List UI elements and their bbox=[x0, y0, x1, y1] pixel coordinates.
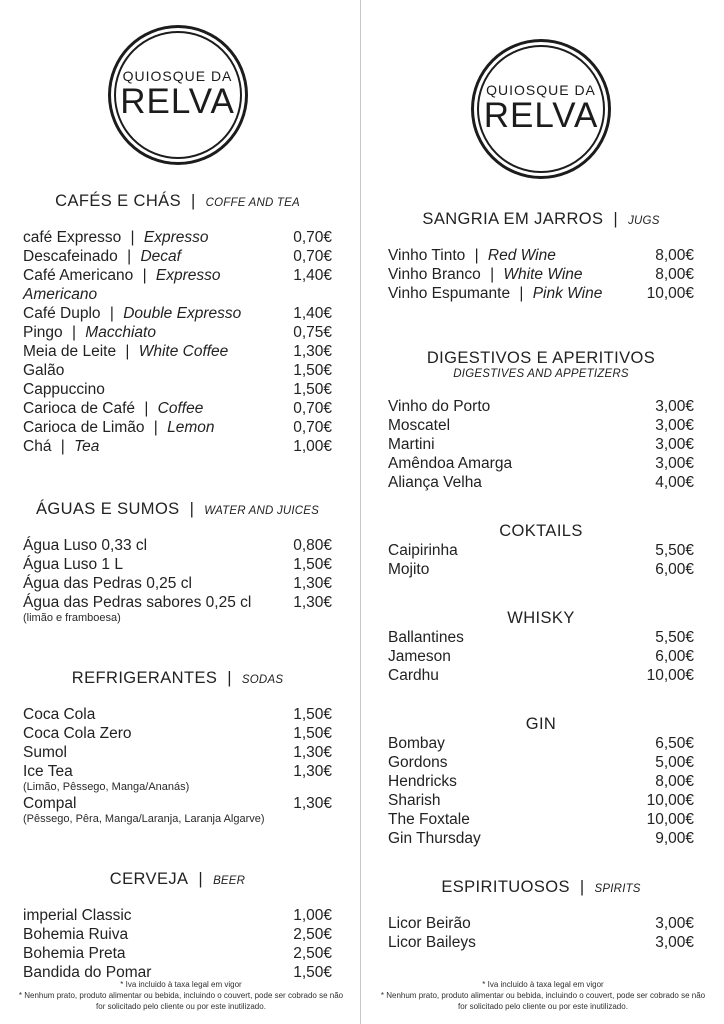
footer-service-note: * Nenhum prato, produto alimentar ou bebida, incluindo o couvert, pode ser cobrado se não for solicitado pelo cliente ou por este inutilizado. bbox=[18, 991, 344, 1011]
section-header bbox=[23, 500, 332, 520]
item-name-pt: Descafeinado bbox=[23, 248, 118, 265]
item-price: 1,30€ bbox=[293, 763, 332, 780]
item-name-pt: Bandida do Pomar bbox=[23, 964, 152, 981]
item-price: 8,00€ bbox=[655, 773, 694, 790]
section-title: CERVEJA bbox=[109, 870, 189, 888]
menu-items bbox=[388, 246, 694, 303]
item-name bbox=[23, 762, 73, 781]
menu-item bbox=[388, 647, 694, 666]
section-title: GIN bbox=[525, 715, 557, 733]
item-name bbox=[23, 906, 132, 925]
item-name-pt: Martini bbox=[388, 436, 435, 453]
item-name bbox=[23, 536, 147, 555]
item-price: 3,00€ bbox=[655, 455, 694, 472]
item-name-pt: Cappuccino bbox=[23, 381, 105, 398]
item-price: 1,50€ bbox=[293, 706, 332, 723]
item-name-en: Red Wine bbox=[487, 247, 556, 264]
menu-item bbox=[23, 323, 332, 342]
menu-item bbox=[23, 247, 332, 266]
item-name-pt: Cardhu bbox=[388, 667, 439, 684]
pipe-separator: | bbox=[149, 419, 163, 436]
menu-item bbox=[388, 435, 694, 454]
menu-item bbox=[388, 666, 694, 685]
menu-item bbox=[23, 361, 332, 380]
right-logo-wrap bbox=[388, 0, 694, 180]
item-name-pt: Meia de Leite bbox=[23, 343, 117, 360]
item-name-pt: Bohemia Ruiva bbox=[23, 926, 129, 943]
menu-item bbox=[388, 933, 694, 952]
item-name-pt: Gordons bbox=[388, 754, 448, 771]
menu-item bbox=[23, 762, 332, 781]
menu-item bbox=[388, 628, 694, 647]
menu-item bbox=[388, 753, 694, 772]
menu-items bbox=[388, 628, 694, 685]
menu-item bbox=[388, 416, 694, 435]
item-price: 1,50€ bbox=[293, 381, 332, 398]
item-name bbox=[388, 810, 470, 829]
item-name-pt: Licor Baileys bbox=[388, 934, 476, 951]
section-header bbox=[388, 210, 694, 230]
item-name-en: Lemon bbox=[167, 419, 215, 436]
menu-item bbox=[23, 574, 332, 593]
item-name-en: Coffee bbox=[157, 400, 204, 417]
item-name bbox=[23, 342, 228, 361]
item-name bbox=[388, 473, 482, 492]
item-price: 0,70€ bbox=[293, 419, 332, 436]
item-name bbox=[388, 541, 458, 560]
item-price: 1,00€ bbox=[293, 438, 332, 455]
section-header bbox=[388, 609, 694, 627]
section-header bbox=[23, 870, 332, 890]
item-name-pt: Mojito bbox=[388, 561, 430, 578]
item-name bbox=[388, 647, 451, 666]
item-name-pt: Bombay bbox=[388, 735, 445, 752]
menu-item bbox=[388, 829, 694, 848]
pipe-separator: | bbox=[608, 210, 624, 228]
item-name bbox=[23, 361, 64, 380]
item-price: 3,00€ bbox=[655, 915, 694, 932]
item-price: 1,30€ bbox=[293, 343, 332, 360]
menu-item bbox=[388, 734, 694, 753]
item-name bbox=[23, 304, 241, 323]
item-name-pt: Licor Beirão bbox=[388, 915, 471, 932]
item-name-pt: Ballantines bbox=[388, 629, 464, 646]
menu-items bbox=[23, 536, 332, 625]
item-price: 1,50€ bbox=[293, 362, 332, 379]
item-price: 0,70€ bbox=[293, 400, 332, 417]
item-name bbox=[388, 560, 429, 579]
section-header bbox=[23, 192, 332, 212]
item-name-pt: Vinho Tinto bbox=[388, 247, 466, 264]
item-name bbox=[23, 266, 285, 304]
item-price: 2,50€ bbox=[293, 926, 332, 943]
item-price: 8,00€ bbox=[655, 247, 694, 264]
item-name bbox=[23, 555, 123, 574]
pipe-separator: | bbox=[184, 500, 200, 518]
item-name-pt: Jameson bbox=[388, 648, 451, 665]
menu-item bbox=[23, 705, 332, 724]
pipe-separator: | bbox=[67, 324, 81, 341]
item-name-en: Double Expresso bbox=[123, 305, 242, 322]
footer-tax-note: * Iva incluido à taxa legal em vigor bbox=[120, 980, 242, 989]
item-name-pt: Sumol bbox=[23, 744, 67, 761]
item-name bbox=[388, 435, 435, 454]
left-footer bbox=[18, 979, 344, 1012]
menu-item bbox=[23, 342, 332, 361]
menu-item bbox=[23, 743, 332, 762]
item-name bbox=[23, 705, 95, 724]
section-header bbox=[23, 669, 332, 689]
item-name-pt: Água das Pedras sabores 0,25 cl bbox=[23, 594, 252, 611]
menu-right-page bbox=[362, 0, 724, 1024]
item-name-pt: Bohemia Preta bbox=[23, 945, 126, 962]
pipe-separator: | bbox=[485, 266, 499, 283]
menu-items bbox=[388, 914, 694, 952]
item-price: 3,00€ bbox=[655, 436, 694, 453]
menu-item bbox=[23, 437, 332, 456]
section-subtitle: COFFE AND TEA bbox=[205, 197, 300, 209]
item-price: 10,00€ bbox=[646, 811, 694, 828]
item-name bbox=[388, 397, 490, 416]
relva-logo bbox=[114, 31, 242, 159]
section-title: SANGRIA EM JARROS bbox=[422, 210, 604, 228]
menu-section bbox=[388, 715, 694, 848]
section-header bbox=[388, 522, 694, 540]
menu-item bbox=[388, 810, 694, 829]
item-name-pt: café Expresso bbox=[23, 229, 122, 246]
relva-logo bbox=[477, 45, 605, 173]
item-price: 5,00€ bbox=[655, 754, 694, 771]
pipe-separator: | bbox=[185, 192, 201, 210]
item-name bbox=[23, 323, 156, 342]
menu-item bbox=[23, 266, 332, 304]
section-title: COKTAILS bbox=[499, 522, 583, 540]
menu-item bbox=[23, 380, 332, 399]
item-price: 1,50€ bbox=[293, 556, 332, 573]
menu-item bbox=[388, 397, 694, 416]
left-logo-wrap bbox=[23, 0, 332, 166]
item-note: (Limão, Pêssego, Manga/Ananás) bbox=[23, 781, 190, 793]
item-name bbox=[388, 265, 583, 284]
menu-item bbox=[388, 246, 694, 265]
section-title: ÁGUAS E SUMOS bbox=[35, 500, 180, 518]
menu-section bbox=[388, 522, 694, 579]
menu-items bbox=[23, 705, 332, 826]
pipe-separator: | bbox=[105, 305, 119, 322]
menu-item bbox=[23, 228, 332, 247]
item-price: 6,00€ bbox=[655, 561, 694, 578]
item-name-en: White Coffee bbox=[138, 343, 229, 360]
item-name bbox=[23, 228, 208, 247]
menu-item bbox=[388, 284, 694, 303]
right-footer bbox=[380, 979, 706, 1012]
item-name-pt: Coca Cola Zero bbox=[23, 725, 132, 742]
item-name bbox=[23, 593, 251, 612]
item-name bbox=[23, 574, 192, 593]
item-name-pt: Ice Tea bbox=[23, 763, 73, 780]
item-name-en: Decaf bbox=[140, 248, 181, 265]
item-name bbox=[23, 247, 181, 266]
item-price: 10,00€ bbox=[646, 792, 694, 809]
item-name-pt: Coca Cola bbox=[23, 706, 96, 723]
item-price: 3,00€ bbox=[655, 934, 694, 951]
item-name-pt: Vinho Espumante bbox=[388, 285, 511, 302]
item-price: 1,30€ bbox=[293, 795, 332, 812]
item-price: 10,00€ bbox=[646, 285, 694, 302]
menu-section bbox=[388, 609, 694, 685]
item-price: 1,50€ bbox=[293, 725, 332, 742]
item-name bbox=[23, 399, 203, 418]
menu-section bbox=[23, 192, 332, 456]
pipe-separator: | bbox=[193, 870, 209, 888]
item-name-pt: Moscatel bbox=[388, 417, 451, 434]
menu-item bbox=[388, 560, 694, 579]
item-name-en: Expresso bbox=[143, 229, 209, 246]
logo-text-main: RELVA bbox=[120, 82, 235, 122]
menu-section bbox=[388, 349, 694, 492]
item-price: 3,00€ bbox=[655, 417, 694, 434]
item-name bbox=[23, 794, 76, 813]
item-name-en: White Wine bbox=[503, 266, 583, 283]
item-price: 5,50€ bbox=[655, 629, 694, 646]
menu-item bbox=[23, 944, 332, 963]
menu-item bbox=[23, 794, 332, 813]
menu-item bbox=[388, 772, 694, 791]
pipe-separator: | bbox=[515, 285, 528, 302]
item-name-en: Macchiato bbox=[85, 324, 156, 341]
item-price: 0,70€ bbox=[293, 229, 332, 246]
item-name bbox=[388, 666, 439, 685]
item-name-en: Pink Wine bbox=[532, 285, 603, 302]
item-price: 1,50€ bbox=[293, 964, 332, 981]
item-name-en: Expresso Americano bbox=[23, 267, 221, 303]
menu-item bbox=[23, 555, 332, 574]
item-note: (limão e framboesa) bbox=[23, 612, 121, 624]
logo-text-top: QUIOSQUE DA bbox=[486, 81, 596, 98]
item-price: 6,00€ bbox=[655, 648, 694, 665]
pipe-separator: | bbox=[121, 343, 134, 360]
item-price: 3,00€ bbox=[655, 398, 694, 415]
section-header bbox=[388, 715, 694, 733]
item-name bbox=[388, 753, 447, 772]
section-title: ESPIRITUOSOS bbox=[441, 878, 570, 896]
item-note: (Pêssego, Pêra, Manga/Laranja, Laranja Algarve) bbox=[23, 813, 265, 825]
item-name bbox=[388, 791, 441, 810]
menu-section bbox=[23, 500, 332, 625]
section-title: WHISKY bbox=[507, 609, 575, 627]
item-name bbox=[23, 437, 99, 456]
item-price: 9,00€ bbox=[655, 830, 694, 847]
section-header bbox=[388, 349, 694, 367]
item-price: 0,70€ bbox=[293, 248, 332, 265]
menu-section bbox=[388, 210, 694, 303]
pipe-separator: | bbox=[140, 400, 153, 417]
item-price: 1,30€ bbox=[293, 744, 332, 761]
menu-section bbox=[388, 878, 694, 952]
section-header bbox=[388, 878, 694, 898]
item-price: 1,40€ bbox=[293, 305, 332, 322]
menu-item bbox=[23, 399, 332, 418]
item-name-pt: The Foxtale bbox=[388, 811, 470, 828]
menu-section bbox=[23, 870, 332, 982]
item-price: 10,00€ bbox=[646, 667, 694, 684]
menu-section bbox=[23, 669, 332, 826]
item-name bbox=[388, 772, 457, 791]
item-name-pt: Café Americano bbox=[23, 267, 134, 284]
item-price: 8,00€ bbox=[655, 266, 694, 283]
section-title: REFRIGERANTES bbox=[71, 669, 218, 687]
section-subtitle: BEER bbox=[213, 875, 246, 887]
item-name bbox=[23, 925, 128, 944]
section-subtitle: SODAS bbox=[241, 674, 284, 686]
item-name bbox=[388, 829, 481, 848]
item-name-pt: Gin Thursday bbox=[388, 830, 481, 847]
pipe-separator: | bbox=[222, 669, 237, 687]
menu-items bbox=[388, 734, 694, 848]
menu-item bbox=[388, 473, 694, 492]
item-price: 2,50€ bbox=[293, 945, 332, 962]
item-price: 5,50€ bbox=[655, 542, 694, 559]
item-price: 0,75€ bbox=[293, 324, 332, 341]
pipe-separator: | bbox=[470, 247, 483, 264]
item-name-pt: imperial Classic bbox=[23, 907, 132, 924]
item-name-pt: Água Luso 1 L bbox=[23, 556, 123, 573]
menu-item bbox=[388, 265, 694, 284]
item-name bbox=[23, 380, 105, 399]
section-subtitle: WATER AND JUICES bbox=[204, 505, 320, 517]
menu-item bbox=[388, 791, 694, 810]
pipe-separator: | bbox=[138, 267, 151, 284]
menu-item bbox=[23, 536, 332, 555]
item-price: 1,40€ bbox=[293, 267, 332, 284]
item-name bbox=[23, 743, 67, 762]
item-name-pt: Caipirinha bbox=[388, 542, 458, 559]
footer-tax-note: * Iva incluido à taxa legal em vigor bbox=[482, 980, 604, 989]
menu-items bbox=[23, 228, 332, 456]
menu-items bbox=[388, 397, 694, 492]
menu-item bbox=[23, 593, 332, 612]
item-name bbox=[23, 944, 126, 963]
item-name-pt: Vinho Branco bbox=[388, 266, 481, 283]
item-name-pt: Hendricks bbox=[388, 773, 457, 790]
item-name bbox=[388, 246, 556, 265]
footer-service-note: * Nenhum prato, produto alimentar ou bebida, incluindo o couvert, pode ser cobrado se não for solicitado pelo cliente ou por este inutilizado. bbox=[380, 991, 706, 1011]
item-name-pt: Café Duplo bbox=[23, 305, 101, 322]
section-title: DIGESTIVOS E APERITIVOS bbox=[426, 349, 656, 367]
pipe-separator: | bbox=[122, 248, 136, 265]
menu-item bbox=[23, 925, 332, 944]
menu-item bbox=[23, 418, 332, 437]
item-name-pt: Galão bbox=[23, 362, 65, 379]
menu-item bbox=[388, 914, 694, 933]
item-name-pt: Amêndoa Amarga bbox=[388, 455, 513, 472]
logo-text-top: QUIOSQUE DA bbox=[122, 67, 233, 84]
item-name bbox=[388, 933, 476, 952]
pipe-separator: | bbox=[574, 878, 590, 896]
pipe-separator: | bbox=[126, 229, 139, 246]
item-name bbox=[23, 418, 215, 437]
item-price: 0,80€ bbox=[293, 537, 332, 554]
item-name-pt: Carioca de Café bbox=[23, 400, 136, 417]
item-name-pt: Pingo bbox=[23, 324, 63, 341]
right-sections bbox=[388, 210, 694, 952]
item-price: 1,30€ bbox=[293, 594, 332, 611]
item-name-pt: Água das Pedras 0,25 cl bbox=[23, 575, 192, 592]
section-subtitle: DIGESTIVES AND APPETIZERS bbox=[453, 368, 629, 380]
item-name-pt: Aliança Velha bbox=[388, 474, 482, 491]
item-name-pt: Vinho do Porto bbox=[388, 398, 491, 415]
item-name bbox=[388, 628, 464, 647]
item-name bbox=[388, 284, 602, 303]
item-price: 6,50€ bbox=[655, 735, 694, 752]
pipe-separator: | bbox=[56, 438, 70, 455]
logo-text-main: RELVA bbox=[483, 96, 599, 136]
item-name bbox=[388, 734, 445, 753]
item-price: 1,00€ bbox=[293, 907, 332, 924]
section-title: CAFÉS E CHÁS bbox=[55, 192, 181, 210]
item-name-en: Tea bbox=[74, 438, 100, 455]
item-name-pt: Compal bbox=[23, 795, 77, 812]
menu-items bbox=[388, 541, 694, 579]
item-name-pt: Sharish bbox=[388, 792, 441, 809]
menu-items bbox=[23, 906, 332, 982]
item-name bbox=[388, 914, 471, 933]
menu-item bbox=[388, 454, 694, 473]
item-name bbox=[23, 724, 132, 743]
item-name bbox=[388, 416, 450, 435]
item-name-pt: Chá bbox=[23, 438, 52, 455]
menu-item bbox=[23, 724, 332, 743]
item-price: 4,00€ bbox=[655, 474, 694, 491]
item-price: 1,30€ bbox=[293, 575, 332, 592]
left-sections bbox=[23, 192, 332, 982]
menu-item bbox=[388, 541, 694, 560]
menu-item bbox=[23, 906, 332, 925]
item-name-pt: Água Luso 0,33 cl bbox=[23, 537, 148, 554]
item-name bbox=[388, 454, 512, 473]
menu-item bbox=[23, 304, 332, 323]
section-subtitle: JUGS bbox=[628, 215, 660, 227]
item-name-pt: Carioca de Limão bbox=[23, 419, 145, 436]
section-subtitle: SPIRITS bbox=[594, 883, 641, 895]
